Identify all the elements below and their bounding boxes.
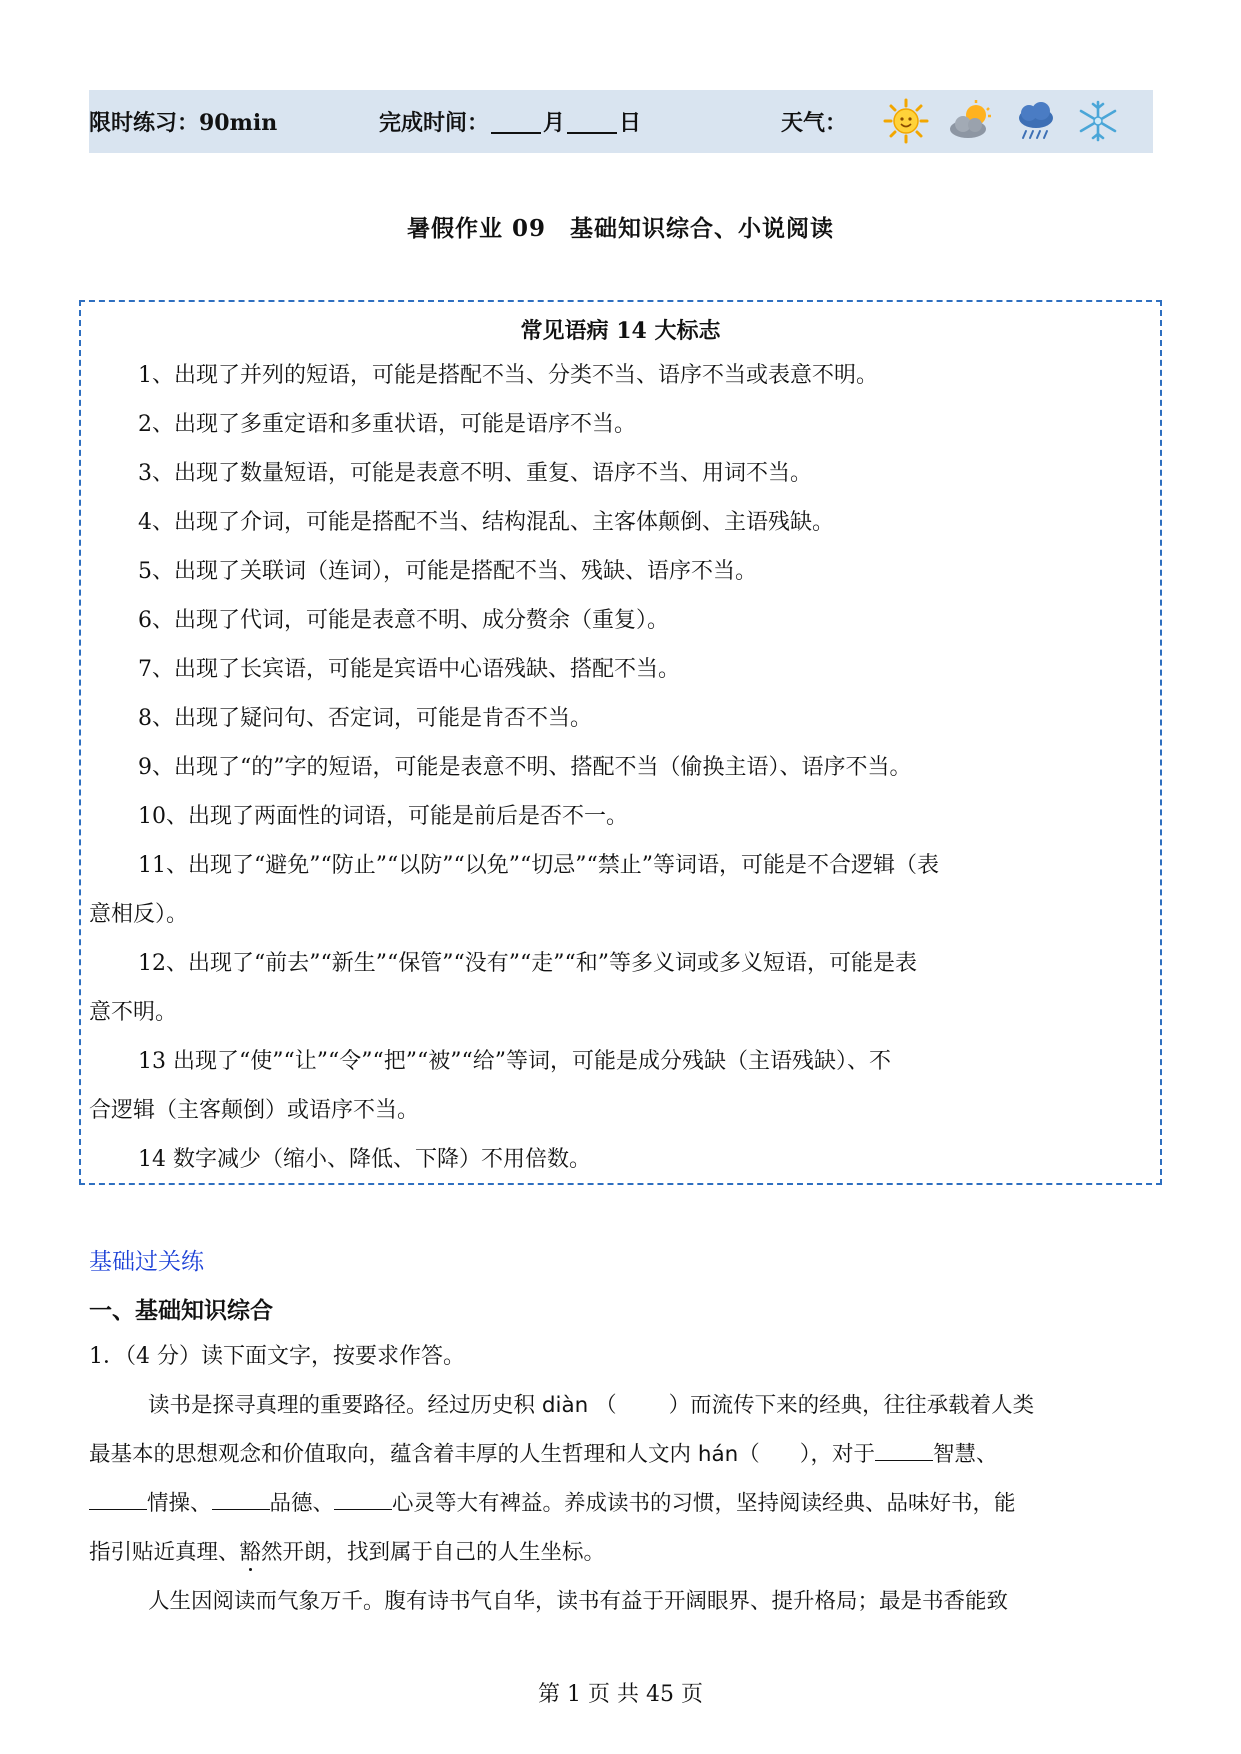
tip-line: 意相反）。 — [89, 902, 189, 927]
tip-line: 意不明。 — [89, 1000, 178, 1025]
fill-blank[interactable] — [334, 1489, 392, 1510]
tip-line: 8、出现了疑问句、否定词，可能是肯否不当。 — [138, 706, 592, 731]
tip-line: 合逻辑（主客颠倒）或语序不当。 — [89, 1098, 420, 1123]
rain-cloud-icon — [1013, 98, 1059, 144]
tip-line: 9、出现了“的”字的短语，可能是表意不明、搭配不当（偷换主语）、语序不当。 — [138, 755, 912, 780]
passage-line — [89, 1538, 605, 1568]
emphasis-char: 豁 — [239, 1540, 262, 1565]
passage-text: 指引贴近真理、 — [89, 1540, 240, 1565]
passage-text: 然开朗，找到属于自己的人生坐标。 — [261, 1540, 606, 1565]
tip-line: 11、出现了“避免”“防止”“以防”“以免”“切忌”“禁止”等词语，可能是不合逻辑（表 — [138, 853, 939, 878]
document-title: 暑假作业 09 基础知识综合、小说阅读 — [406, 215, 834, 242]
tip-line: 6、出现了代词，可能是表意不明、成分赘余（重复）。 — [138, 608, 669, 633]
passage-text: 读书是探寻真理的重要路径。经过历史积 diàn （ — [148, 1393, 617, 1418]
passage-text: 智慧、 — [933, 1442, 998, 1467]
completion-time — [379, 90, 641, 153]
page-number: 第 1 页 共 45 页 — [538, 1682, 703, 1707]
fill-blank[interactable] — [875, 1440, 933, 1461]
tip-line: 5、出现了关联词（连词），可能是搭配不当、残缺、语序不当。 — [138, 559, 757, 584]
section-link-basic-practice[interactable]: 基础过关练 — [89, 1249, 204, 1275]
fill-blank[interactable] — [212, 1489, 270, 1510]
tip-line: 4、出现了介词，可能是搭配不当、结构混乱、主客体颠倒、主语残缺。 — [138, 510, 834, 535]
tip-line: 12、出现了“前去”“新生”“保管”“没有”“走”“和”等多义词或多义短语，可能是表 — [138, 951, 917, 976]
passage-text: 心灵等大有裨益。养成读书的习惯，坚持阅读经典、品味好书，能 — [392, 1491, 1016, 1516]
tip-line: 7、出现了长宾语，可能是宾语中心语残缺、搭配不当。 — [138, 657, 680, 682]
sun-icon — [883, 98, 929, 144]
passage-line — [89, 1440, 998, 1470]
month-label: 月 — [543, 110, 566, 136]
question-stem: 1．（4 分）读下面文字，按要求作答。 — [89, 1344, 465, 1369]
day-blank — [567, 110, 617, 134]
passage-line — [148, 1391, 1034, 1421]
passage-text: ），对于 — [799, 1442, 876, 1467]
fill-blank[interactable] — [89, 1489, 147, 1510]
month-blank — [491, 110, 541, 134]
passage-line — [89, 1489, 1016, 1519]
section-heading: 一、基础知识综合 — [89, 1297, 273, 1324]
tip-line: 10、出现了两面性的词语，可能是前后是否不一。 — [138, 804, 628, 829]
passage-text: 情操、 — [147, 1491, 212, 1516]
completion-label: 完成时间： — [379, 110, 490, 136]
passage-text: 品德、 — [269, 1491, 335, 1516]
time-limit: 限时练习：90min — [89, 110, 278, 136]
tip-line: 14 数字减少（缩小、降低、下降）不用倍数。 — [138, 1147, 591, 1172]
passage-line: 人生因阅读而气象万千。腹有诗书气自华，读书有益于开阔眼界、提升格局；最是书香能致 — [148, 1589, 1009, 1614]
day-label: 日 — [619, 110, 642, 136]
header-bar — [89, 90, 1153, 153]
tip-line: 13 出现了“使”“让”“令”“把”“被”“给”等词，可能是成分残缺（主语残缺）、不 — [138, 1049, 891, 1074]
tip-line: 3、出现了数量短语，可能是表意不明、重复、语序不当、用词不当。 — [138, 461, 812, 486]
passage-text: ）而流传下来的经典，往往承载着人类 — [668, 1393, 1035, 1418]
weather-label: 天气： — [781, 110, 848, 136]
tip-line: 1、出现了并列的短语，可能是搭配不当、分类不当、语序不当或表意不明。 — [138, 363, 878, 388]
tip-line: 2、出现了多重定语和多重状语，可能是语序不当。 — [138, 412, 636, 437]
passage-text: 最基本的思想观念和价值取向，蕴含着丰厚的人生哲理和人文内 hán（ — [89, 1442, 760, 1467]
tips-heading: 常见语病 14 大标志 — [520, 318, 721, 344]
snowflake-icon — [1075, 98, 1121, 144]
partly-cloudy-icon — [946, 98, 996, 144]
